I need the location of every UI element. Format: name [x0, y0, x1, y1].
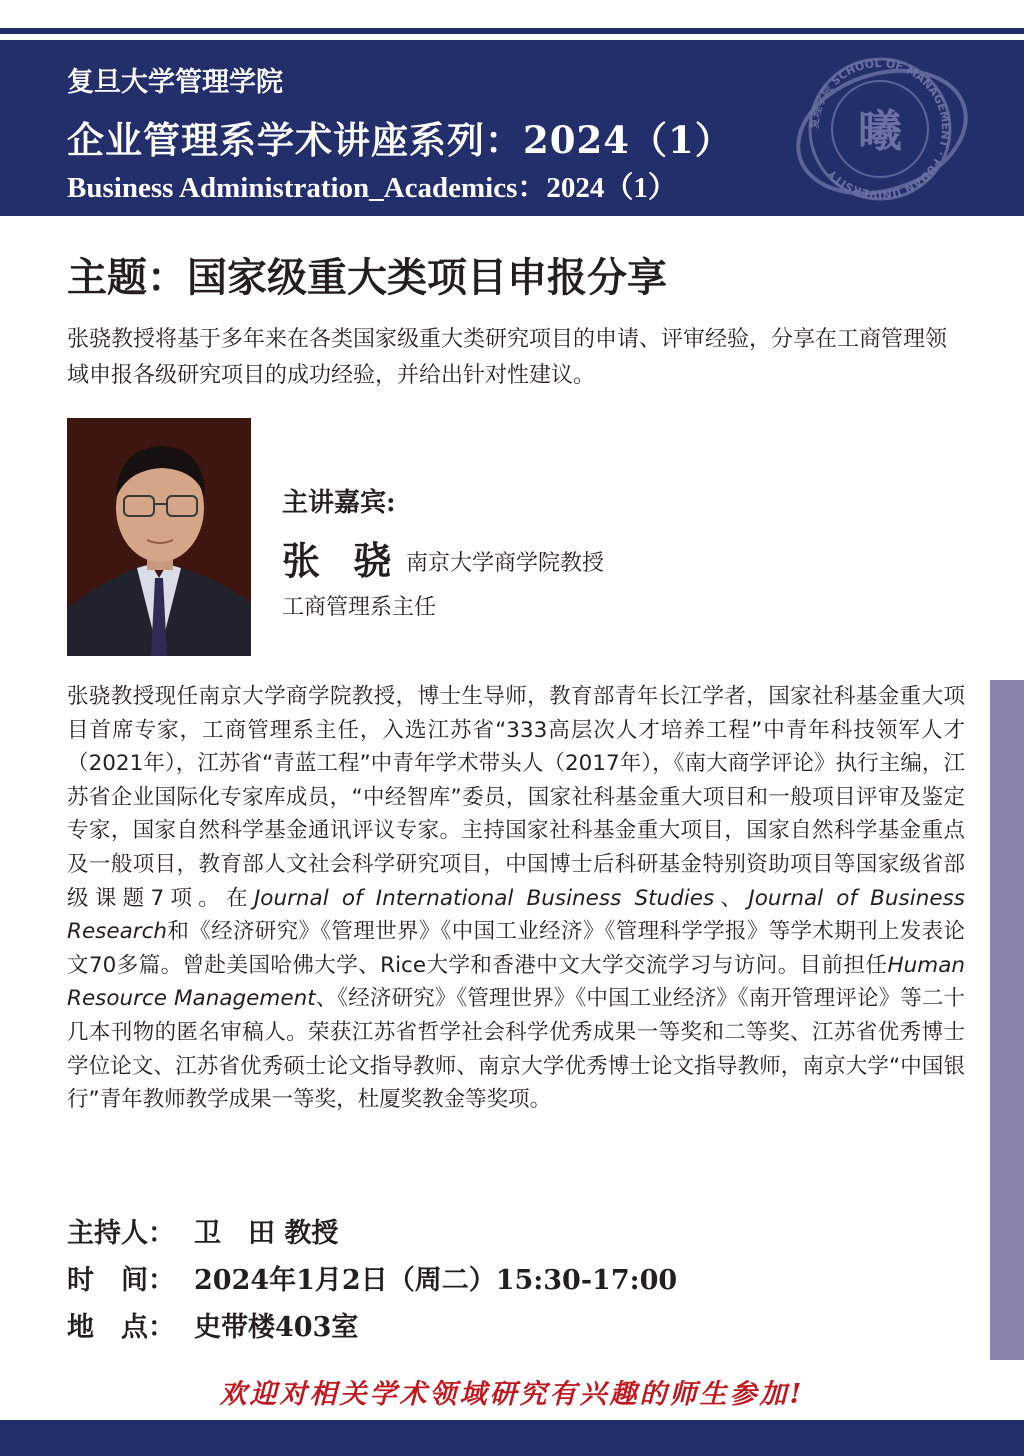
time-row	[67, 1257, 677, 1304]
place-label: 地 点：	[67, 1312, 175, 1343]
place-row	[67, 1304, 677, 1351]
logo-ring-text: 复理学院 SCHOOL OF MANAGEMENT · FUDAN UNIVERSITY	[807, 56, 953, 202]
logo-seal: 曦	[858, 106, 902, 157]
welcome-message: 欢迎对相关学术领域研究有兴趣的师生参加!	[219, 1379, 805, 1410]
fudan-management-logo	[790, 54, 970, 204]
topic-intro: 张骁教授将基于多年来在各类国家级重大类研究项目的申请、评审经验，分享在工商管理领域申报各级研究项目的成功经验，并给出针对性建议。	[67, 327, 948, 388]
journal-hrm: Human Resource Management	[67, 952, 965, 1012]
speaker-heading: 主讲嘉宾:	[282, 488, 396, 518]
bottom-band	[0, 1420, 1024, 1456]
speaker-portrait	[67, 418, 251, 656]
place-value: 史带楼403室	[194, 1312, 359, 1343]
school-name: 复旦大学管理学院	[67, 67, 283, 98]
host-value: 卫 田 教授	[194, 1218, 339, 1249]
speaker-role: 工商管理系主任	[282, 595, 437, 620]
bio-separator: 、	[714, 885, 749, 911]
speaker-photo	[67, 418, 251, 656]
topic-title: 主题：国家级重大类项目申报分享	[67, 255, 667, 301]
time-value: 2024年1月2日（周二）15:30-17:00	[194, 1265, 678, 1296]
speaker-title: 南京大学商学院教授	[406, 551, 605, 576]
top-rule	[0, 28, 1024, 34]
bio-part-1: 张骁教授现任南京大学商学院教授，博士生导师，教育部青年长江学者，国家社科基金重大项目首席专家，工商管理系主任，入选江苏省“333高层次人才培养工程”中青年科技领军人才（2021年），江苏省“青蓝工程”中青年学术带头人（2017年），《南大商学评论》执行主编，江苏省企业国际化专家库成员，“中经智库”委员，国家社科基金重大项目和一般项目评审及鉴定专家，国家自然科学基金通讯评议专家。主持国家社科基金重大项目，国家自然科学基金重点及一般项目，教育部人文社会科学研究项目，中国博士后科研基金特别资助项目等国家级省部级课题7项。在	[67, 684, 965, 911]
host-row	[67, 1210, 677, 1257]
header-banner	[0, 40, 1024, 216]
series-title-en: Business Administration_Academics：2024（1）	[67, 172, 677, 204]
speaker-bio	[67, 680, 965, 1117]
series-title: 企业管理系学术讲座系列：2024（1）	[67, 118, 733, 162]
side-accent-bar	[990, 680, 1024, 1360]
host-label: 主持人：	[67, 1218, 175, 1249]
speaker-name: 张 骁	[282, 538, 402, 583]
journal-jbr: Journal of Business Research	[67, 885, 965, 945]
time-label: 时 间：	[67, 1265, 175, 1296]
journal-jibs: Journal of International Business Studies	[253, 885, 715, 911]
bio-part-2: 和《经济研究》《管理世界》《中国工业经济》《管理科学学报》等学术期刊上发表论文70多篇。曾赴美国哈佛大学、Rice大学和香港中文大学交流学习与访问。目前担任	[67, 919, 965, 978]
bio-part-3: 、《经济研究》《管理世界》《中国工业经济》《南开管理评论》等二十几本刊物的匿名审稿人。荣获江苏省哲学社会科学优秀成果一等奖和二等奖、江苏省优秀博士学位论文、江苏省优秀硕士论文指导教师、南京大学优秀博士论文指导教师，南京大学“中国银行”青年教师教学成果一等奖，杜厦奖教金等奖项。	[67, 986, 965, 1113]
event-details	[67, 1210, 677, 1351]
